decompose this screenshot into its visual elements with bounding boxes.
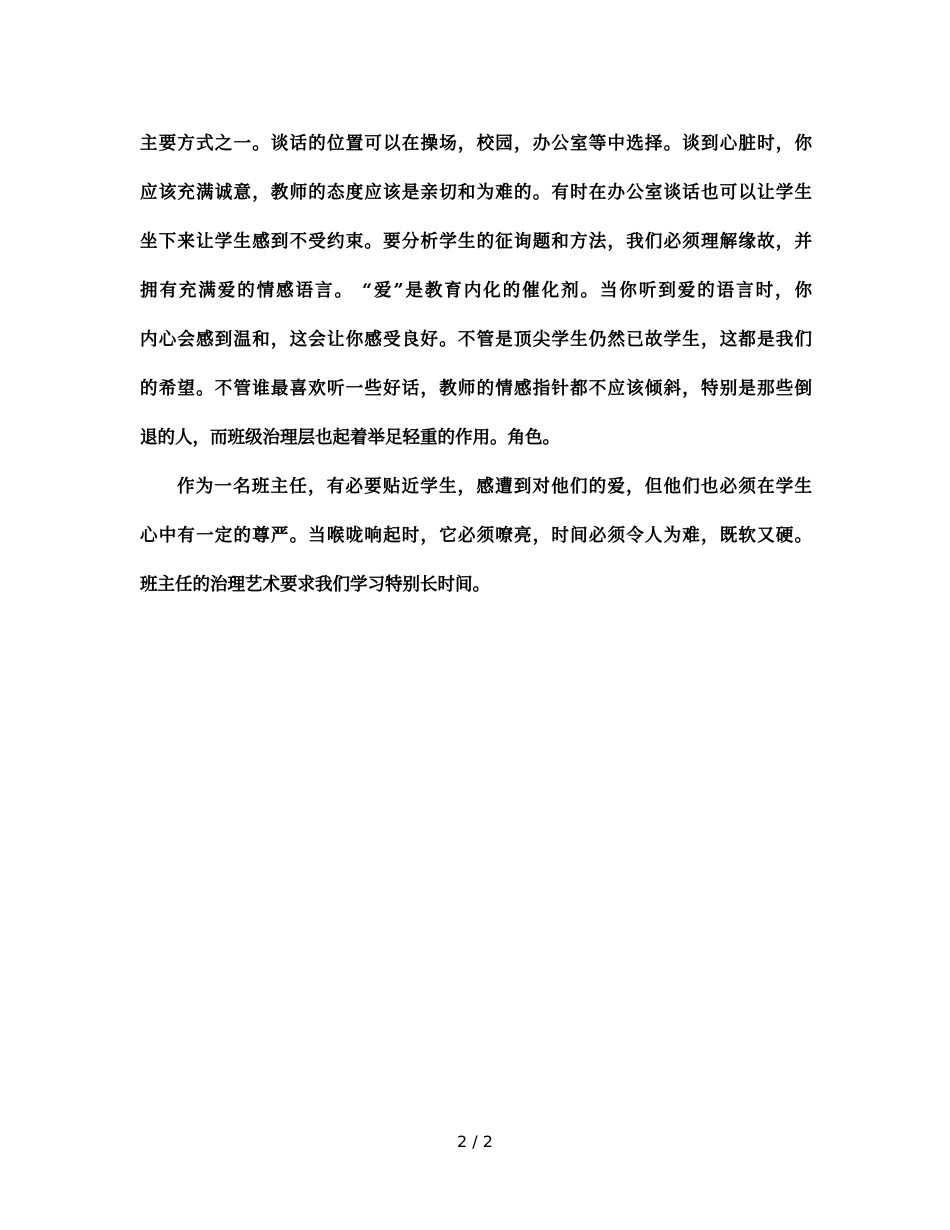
text-line: 班主任的治理艺术要求我们学习特别长时间。: [140, 575, 490, 595]
page-number: 2 / 2: [457, 1132, 493, 1151]
text-line: 应该充满诚意，教师的态度应该是亲切和为难的。有时在办公室谈话也可以让学生: [140, 183, 812, 203]
text-line: 拥有充满爱的情感语言。 “爱”是教育内化的催化剂。当你听到爱的语言时，你: [140, 281, 812, 301]
text-line: 坐下来让学生感到不受约束。要分析学生的征询题和方法，我们必须理解缘故，并: [140, 232, 812, 252]
text-line: 内心会感到温和，这会让你感受良好。不管是顶尖学生仍然已故学生，这都是我们: [140, 330, 812, 350]
text-line: 退的人，而班级治理层也起着举足轻重的作用。角色。: [140, 428, 560, 448]
text-line: 作为一名班主任，有必要贴近学生，感遭到对他们的爱，但他们也必须在学生: [177, 477, 812, 497]
text-line: 主要方式之一。谈话的位置可以在操场，校园，办公室等中选择。谈到心脏时，你: [140, 134, 812, 154]
body-text: [140, 126, 812, 616]
text-line: 心中有一定的尊严。当喉咙响起时，它必须嘹亮，时间必须令人为难，既软又硬。: [140, 526, 812, 546]
text-line: 的希望。不管谁最喜欢听一些好话，教师的情感指针都不应该倾斜，特别是那些倒: [140, 379, 812, 399]
